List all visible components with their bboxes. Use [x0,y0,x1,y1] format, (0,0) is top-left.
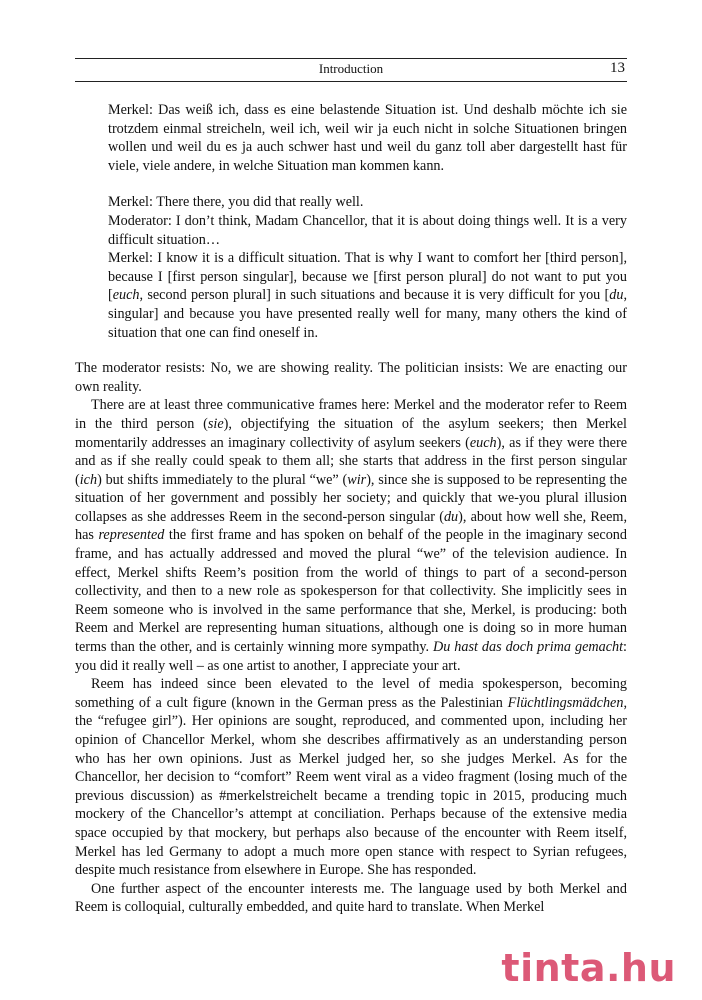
running-header [75,58,627,82]
quote-german: Merkel: Das weiß ich, dass es eine belastende Situation ist. Und deshalb möchte ich sie trotzdem einmal streicheln, weil ich, weil wir ja euch nicht in solche Situationen bringen wollen und weil du es ja auch schwer hast und weil du ganz toll aber dargestellt hast für viele, viele andere, in welche Situation man kommen kann. [108,102,627,174]
paragraph: One further aspect of the encounter interests me. The language used by both Merkel and Reem is colloquial, culturally embedded, and quite hard to translate. When Merkel [75,880,627,916]
block-quote [75,101,627,342]
running-head-title: Introduction [318,61,384,76]
paragraph: Reem has indeed since been elevated to the level of media spokesperson, becoming something of a cult figure (known in the German press as the Palestinian Flüchtlingsmädchen, the “refugee girl”). Her opinions are sought, reproduced, and commented upon, including her opinion of Chancellor Merkel, whom she describes affirmatively as an understanding person who has her own opinions. Just as Merkel judged her, so she judges Merkel. As for the Chancellor, her decision to “comfort” Reem went viral as a video fragment (losing much of the previous discussion) as #merkelstreichelt became a trending topic in 2015, producing much mockery of the Chancellor’s attempt at conciliation. Perhaps because of the extensive media space occupied by that mockery, but perhaps also because of the encounter with Reem itself, Merkel has led Germany to adopt a much more open stance with respect to Syrian refugees, despite much resistance from elsewhere in Europe. She has responded. [75,676,627,879]
quote-line: Moderator: I don’t think, Madam Chancellor, that it is about doing things well. It is a very difficult situation… [108,212,627,248]
page-body [75,101,627,917]
watermark-logo: tinta.hu [501,946,676,990]
quote-line: Merkel: I know it is a difficult situation. That is why I want to comfort her [third person], because I [first person singular], because we [first person plural] do not want to put you [euch, second person plural] in such situations and because it is very difficult for you [du, singular] and because you have presented really well for many, many others the kind of situation that one can find oneself in. [108,250,627,341]
quote-line: Merkel: There there, you did that really well. [108,194,364,211]
page-number: 13 [610,60,625,76]
paragraph: There are at least three communicative frames here: Merkel and the moderator refer to Reem in the third person (sie), objectifying the situation of the asylum seekers; then Merkel momentarily addresses an imaginary collectivity of asylum seekers (euch), as if they were there and as if she really could speak to them all; she starts that address in the first person singular (ich) but shifts immediately to the plural “we” (wir), since she is supposed to be representing the situation of her government and possibly her society; and quickly that we-you plural illusion collapses as she addresses Reem in the second-person singular (du), about how well she, Reem, has represented the first frame and has spoken on behalf of the people in the imaginary second frame, and has actually addressed and moved the plural “we” of the television audience. In effect, Merkel shifts Reem’s position from the world of things to part of a second-person collectivity, and then to a new role as spokesperson for that collectivity. She implicitly sees in Reem someone who is involved in the same performance that she, Merkel, is producing: both Reem and Merkel are representing human situations, although one is doing so in more human terms than the other, and is certainly winning more sympathy. Du hast das doch prima gemacht: you did it really well – as one artist to another, I appreciate your art. [75,397,628,674]
paragraph: The moderator resists: No, we are showing reality. The politician insists: We are enacting our own reality. [75,360,627,395]
body-text [75,359,627,917]
